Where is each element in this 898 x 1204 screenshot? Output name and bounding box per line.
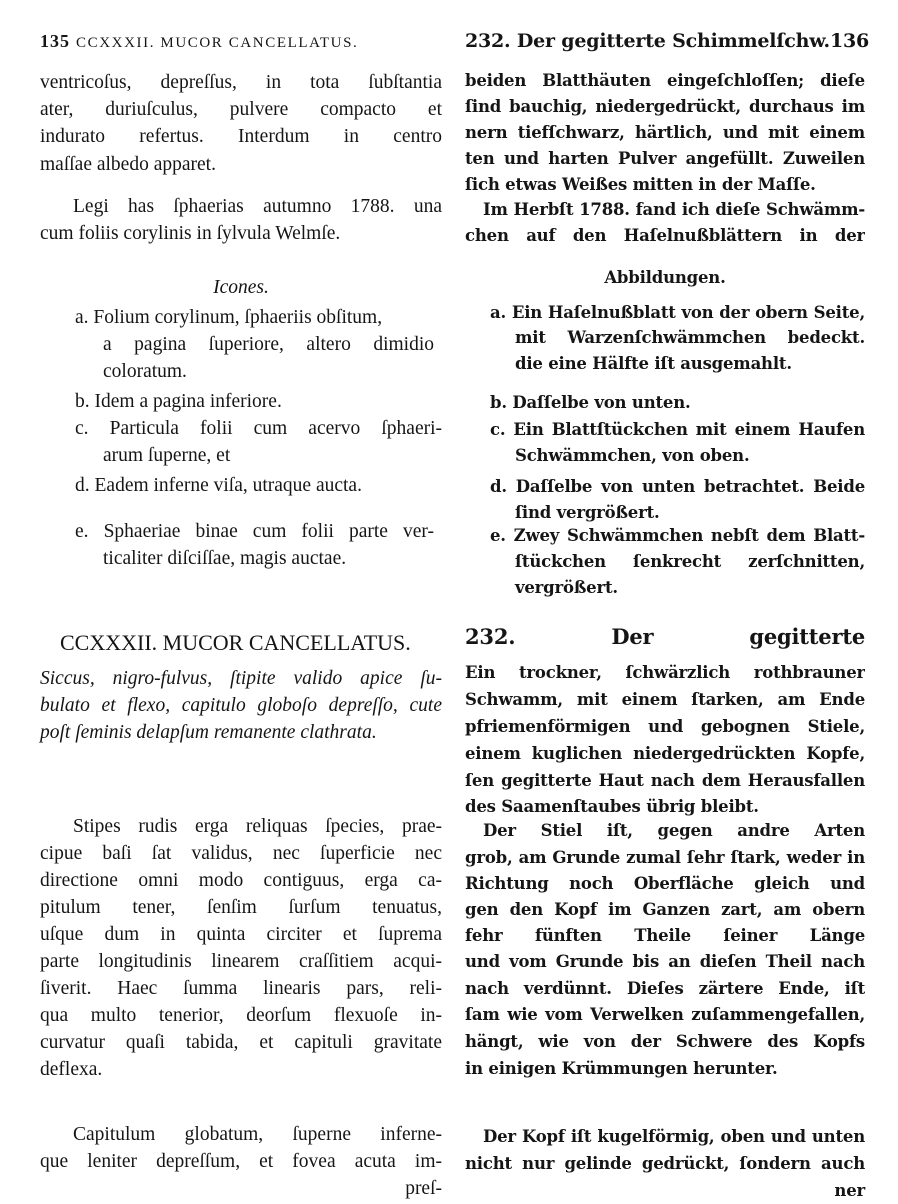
text-line: maſſae albedo apparet.	[40, 154, 216, 175]
text-line: nach verdünnt. Dieſes zärtere Ende, iſt	[465, 979, 865, 998]
text-line: e. Zwey Schwämmchen nebſt dem Blatt-	[490, 526, 865, 545]
text-line: ſiverit. Haec ſumma linearis pars, reli-	[40, 978, 442, 999]
text-line: uſque dum in quinta circiter et ſuprema	[40, 924, 442, 945]
text-line: ſich etwas Weißes mitten in der Maſſe.	[465, 175, 816, 194]
text-line: chen auf den Haſelnußblättern in der	[465, 226, 865, 245]
text-line: ater, duriuſculus, pulvere compacto et	[40, 99, 442, 120]
text-line: ſind vergrößert.	[515, 503, 660, 522]
text-line: ner	[834, 1181, 865, 1200]
text-line: ticaliter diſciſſae, magis auctae.	[103, 548, 347, 569]
running-head-title-right: 232. Der gegitterte Schimmelſchw.	[465, 30, 830, 52]
text-line: que leniter depreſſum, et fovea acuta im-	[40, 1151, 442, 1172]
text-line: ventricoſus, depreſſus, in tota ſubſtantia	[40, 72, 442, 93]
text-line: und vom Grunde bis an dieſen Theil nach	[465, 952, 865, 971]
german-column	[465, 0, 870, 1200]
text-line: des Saamenſtaubes übrig bleibt.	[465, 797, 759, 816]
page-number-right: 136	[829, 30, 870, 52]
text-line: ſam wie vom Verwelken zuſammengefallen,	[465, 1005, 865, 1024]
text-line: a. Ein Haſelnußblatt von der obern Seite,	[490, 303, 865, 322]
text-line: Siccus, nigro-fulvus, ſtipite valido apice ſu-	[40, 668, 442, 689]
text-line: Ein trockner, ſchwärzlich rothbrauner	[465, 663, 865, 682]
text-line: e. Sphaeriae binae cum folii parte ver-	[75, 521, 434, 542]
text-line: coloratum.	[103, 361, 187, 382]
text-line: die eine Hälfte iſt ausgemahlt.	[515, 354, 792, 373]
text-line: mit Warzenſchwämmchen bedeckt.	[515, 328, 865, 347]
text-line: ten und harten Pulver angefüllt. Zuweilen	[465, 149, 865, 168]
text-line: Stipes rudis erga reliquas ſpecies, prae-	[73, 816, 442, 837]
latin-column	[40, 0, 442, 1200]
text-line: bulato et flexo, capitulo globoſo depreſſo, cute	[40, 695, 442, 716]
text-line: d. Daſſelbe von unten betrachtet. Beide	[490, 477, 865, 496]
text-line: in einigen Krümmungen herunter.	[465, 1059, 778, 1078]
text-line: c. Ein Blattſtückchen mit einem Haufen	[490, 420, 865, 439]
text-line: Der Kopf iſt kugelförmig, oben und unten	[483, 1127, 865, 1146]
text-line: parte longitudinis linearem craſſitiem acqui-	[40, 951, 442, 972]
subheading: Abbildungen.	[604, 268, 726, 287]
text-line: deflexa.	[40, 1059, 103, 1080]
text-line: ſind bauchig, niedergedrückt, durchaus im	[465, 97, 865, 116]
text-line: beiden Blatthäuten eingeſchloſſen; dieſe	[465, 71, 865, 90]
text-line: Der Stiel iſt, gegen andre Arten	[483, 821, 865, 840]
text-line: grob, am Grunde zumal ſehr ſtark, weder in	[465, 848, 865, 867]
section-heading: CCXXXII. MUCOR CANCELLATUS.	[60, 630, 411, 655]
text-line: curvatur quaſi tabida, et capituli gravitate	[40, 1032, 442, 1053]
text-line: nern tiefſchwarz, härtlich, und mit einem	[465, 123, 865, 142]
text-line: a pagina ſuperiore, altero dimidio	[103, 334, 434, 355]
running-head-title-left: CCXXXII. MUCOR CANCELLATUS.	[76, 35, 359, 51]
text-line: c. Particula folii cum acervo ſphaeri-	[75, 418, 442, 439]
text-line: ſtückchen ſenkrecht zerſchnitten,	[515, 552, 865, 571]
section-heading: 232. Der gegitterte	[465, 624, 865, 649]
running-head-left	[40, 28, 442, 56]
text-line: arum ſuperne, et	[103, 445, 231, 466]
text-line: hängt, wie von der Schwere des Kopfs	[465, 1032, 865, 1051]
text-line: preſ-	[405, 1178, 442, 1199]
text-line: a. Folium corylinum, ſphaeriis obſitum,	[75, 307, 383, 328]
text-line: poſt ſeminis delapſum remanente clathrata.	[40, 722, 377, 743]
text-line: Im Herbſt 1788. fand ich dieſe Schwämm-	[483, 200, 865, 219]
text-line: pitulum tener, ſenſim ſurſum tenuatus,	[40, 897, 442, 918]
text-line: Richtung noch Oberfläche gleich und	[465, 874, 865, 893]
text-line: pfriemenförmigen und gebognen Stiele,	[465, 717, 865, 736]
text-line: directione omni modo contiguus, erga ca-	[40, 870, 442, 891]
text-line: vergrößert.	[515, 578, 618, 597]
page-number-left: 135	[40, 31, 70, 51]
text-line: Schwamm, mit einem ſtarken, am Ende	[465, 690, 865, 709]
text-line: ſen gegitterte Haut nach dem Herausfallen	[465, 771, 865, 790]
text-line: Legi has ſphaerias autumno 1788. una	[73, 196, 442, 217]
text-line: fehr fünften Theile ſeiner Länge	[465, 926, 865, 945]
subheading: Icones.	[213, 277, 269, 298]
text-line: cum foliis corylinis in ſylvula Welmſe.	[40, 223, 341, 244]
text-line: qua multo tenerior, deorſum flexuoſe in-	[40, 1005, 442, 1026]
text-line: indurato refertus. Interdum in centro	[40, 126, 442, 147]
text-line: Capitulum globatum, ſuperne inferne-	[73, 1124, 442, 1145]
text-line: b. Idem a pagina inferiore.	[75, 391, 282, 412]
text-line: einem kuglichen niedergedrückten Kopfe,	[465, 744, 865, 763]
text-line: Schwämmchen, von oben.	[515, 446, 750, 465]
text-line: cipue baſi ſat validus, nec ſuperficie nec	[40, 843, 442, 864]
text-line: b. Daſſelbe von unten.	[490, 393, 691, 412]
running-head-right	[465, 28, 870, 54]
text-line: gen den Kopf im Ganzen zart, am obern	[465, 900, 865, 919]
text-line: d. Eadem inferne viſa, utraque aucta.	[75, 475, 362, 496]
text-line: nicht nur gelinde gedrückt, ſondern auch	[465, 1154, 865, 1173]
